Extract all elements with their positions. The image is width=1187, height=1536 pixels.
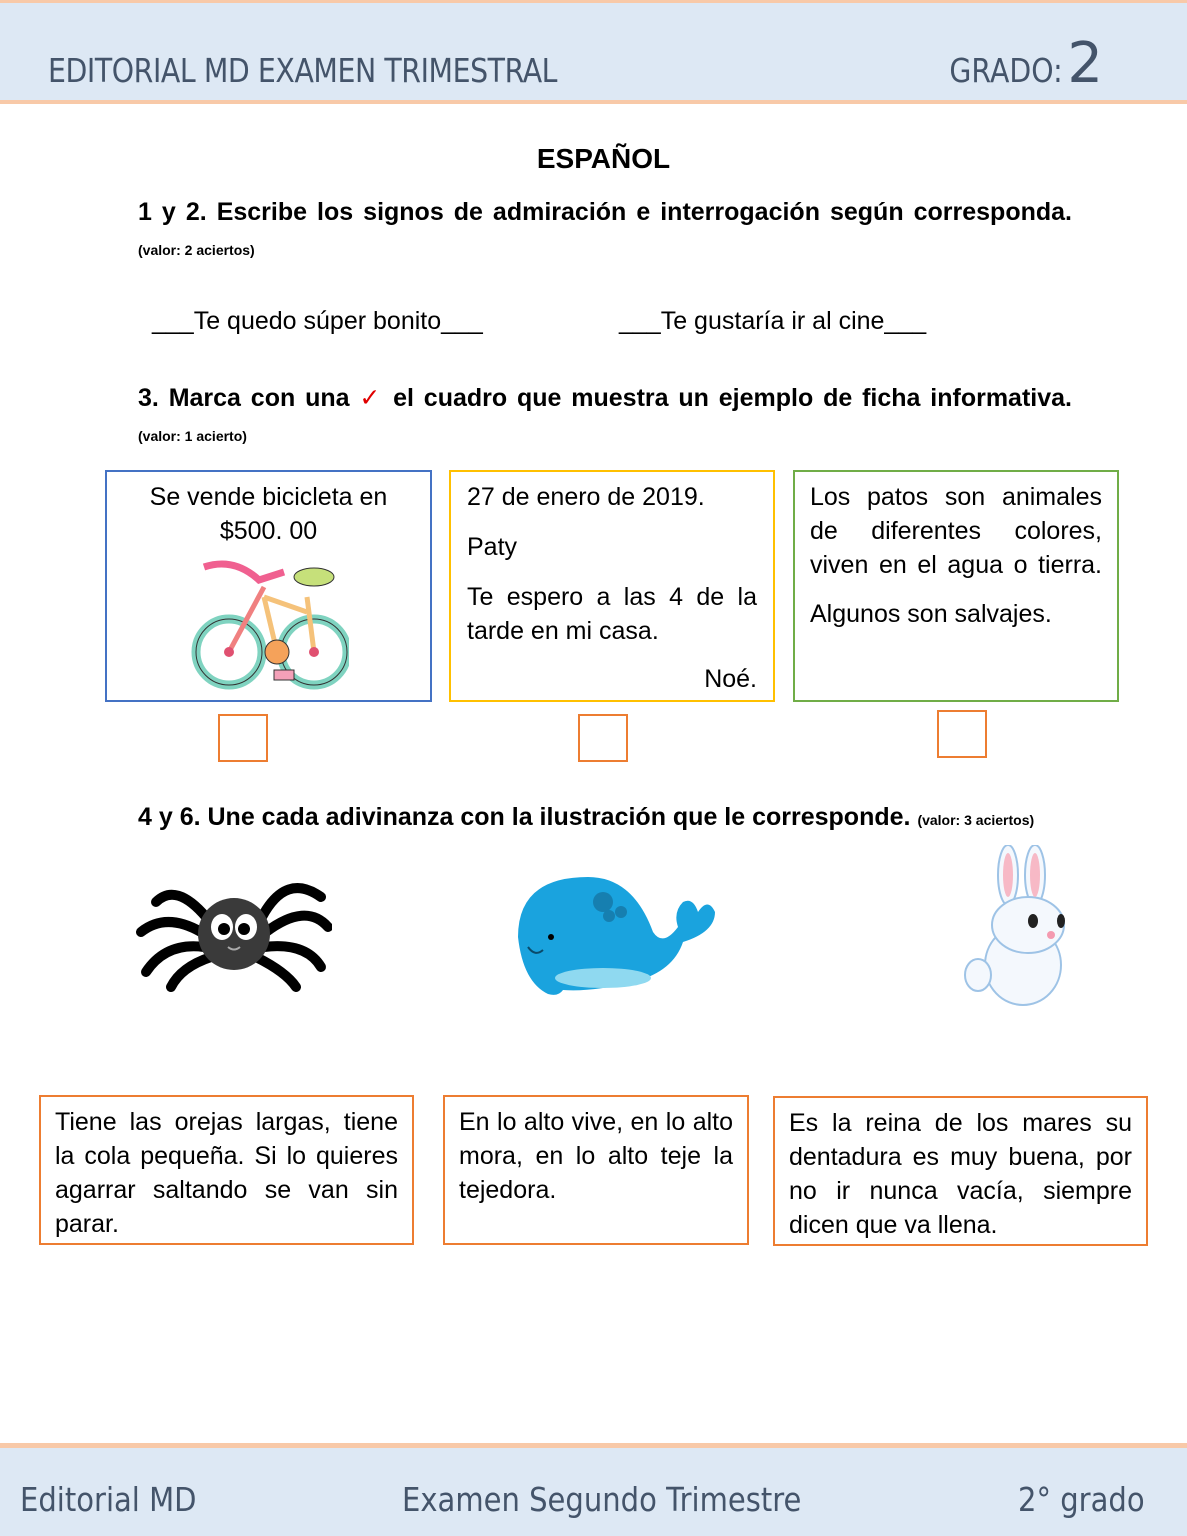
card-2-body: Te espero a las 4 de la tarde en mi casa.: [467, 583, 757, 645]
question-3-value: (valor: 1 acierto): [138, 428, 247, 444]
bicycle-icon: [189, 552, 349, 690]
page-header: [0, 0, 1187, 104]
footer-center: Examen Segundo Trimestre: [402, 1480, 802, 1519]
grade-value: 2: [1067, 31, 1103, 96]
card-3-text-2: Algunos son salvajes.: [810, 600, 1052, 628]
checkbox-card-3[interactable]: [937, 710, 987, 758]
riddle-rabbit[interactable]: Tiene las orejas largas, tiene la cola pequeña. Si lo quieres agarrar saltando se van sin parar.: [39, 1095, 414, 1245]
riddle-spider[interactable]: En lo alto vive, en lo alto mora, en lo alto teje la tejedora.: [443, 1095, 749, 1245]
question-3-title-start: 3. Marca con una: [138, 384, 350, 412]
riddle-whale[interactable]: Es la reina de los mares su dentadura es muy buena, por no ir nunca vacía, siempre dicen que va llena.: [773, 1096, 1148, 1246]
grade-label: GRADO:: [949, 51, 1063, 90]
checkbox-card-1[interactable]: [218, 714, 268, 762]
checkbox-card-2[interactable]: [578, 714, 628, 762]
card-bicycle-ad: [105, 470, 432, 702]
header-grade: [931, 31, 1103, 96]
card-informative: [793, 470, 1119, 702]
rabbit-icon[interactable]: [963, 845, 1073, 1010]
spider-icon[interactable]: [136, 872, 332, 992]
question-4-value: (valor: 3 aciertos): [917, 812, 1035, 828]
header-title: EDITORIAL MD EXAMEN TRIMESTRAL: [48, 51, 558, 90]
sentence-2[interactable]: ___Te gustaría ir al cine___: [619, 307, 927, 335]
question-4-heading: [138, 800, 1072, 838]
question-3-title-end: el cuadro que muestra un ejemplo de ficha informativa.: [393, 384, 1072, 412]
question-1-title: 1 y 2. Escribe los signos de admiración e interrogación según corresponda.: [138, 198, 1072, 226]
question-1-heading: [138, 195, 1072, 268]
card-2-recipient: Paty: [467, 533, 518, 561]
footer-left: Editorial MD: [20, 1480, 197, 1519]
subject-title: ESPAÑOL: [536, 143, 671, 174]
footer-right: 2° grado: [1018, 1480, 1145, 1519]
question-4-title: 4 y 6. Une cada adivinanza con la ilustración que le corresponde.: [138, 803, 911, 831]
question-3-heading: [138, 381, 1072, 454]
whale-icon[interactable]: [513, 872, 718, 997]
card-2-signature: Noé.: [704, 665, 757, 693]
page-footer: [0, 1443, 1187, 1536]
card-2-date: 27 de enero de 2019.: [467, 483, 705, 511]
sentence-1[interactable]: ___Te quedo súper bonito___: [152, 307, 483, 335]
card-3-text: Los patos son animales de diferentes colores, viven en el agua o tierra.: [810, 483, 1102, 579]
question-1-value: (valor: 2 aciertos): [138, 242, 255, 258]
card-1-text: Se vende bicicleta en $500. 00: [149, 483, 388, 545]
check-mark-icon: ✓: [359, 384, 384, 412]
card-note: [449, 470, 775, 702]
